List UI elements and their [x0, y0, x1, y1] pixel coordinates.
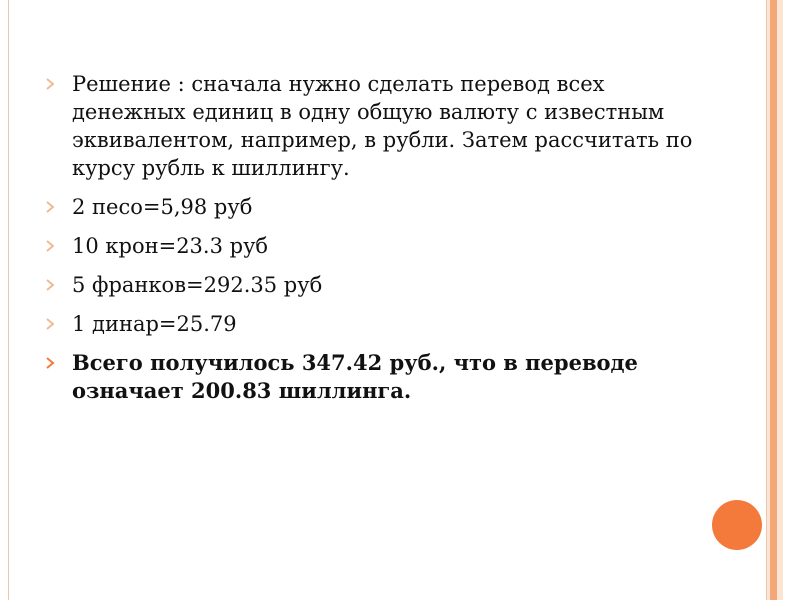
bullet-text: 2 песо=5,98 руб [72, 195, 253, 219]
bullet-text: Всего получилось 347.42 руб., что в переводе означает 200.83 шиллинга. [72, 350, 638, 403]
bullet-item-krona [44, 232, 724, 260]
bullet-item-peso [44, 193, 724, 221]
bullet-text: 5 франков=292.35 руб [72, 273, 323, 297]
chevron-bullet-icon [44, 279, 56, 291]
bullet-text: 10 крон=23.3 руб [72, 234, 269, 258]
chevron-bullet-icon [44, 240, 56, 252]
bullet-item-franc [44, 271, 724, 299]
slide-content [44, 70, 724, 416]
orange-circle-decoration [712, 500, 762, 550]
chevron-bullet-icon [44, 78, 56, 90]
bullet-text: Решение : сначала нужно сделать перевод всех денежных единиц в одну общую валюту с известным эквивалентом, например, в рубли. Затем рассчитать по курсу рубль к шиллингу. [72, 72, 693, 180]
bullet-item-total [44, 349, 724, 405]
chevron-bullet-icon [44, 318, 56, 330]
chevron-bullet-icon [44, 357, 56, 369]
right-decor-stripe [770, 0, 777, 600]
bullet-text: 1 динар=25.79 [72, 312, 237, 336]
chevron-bullet-icon [44, 201, 56, 213]
bullet-item-solution [44, 70, 724, 182]
bullet-item-dinar [44, 310, 724, 338]
